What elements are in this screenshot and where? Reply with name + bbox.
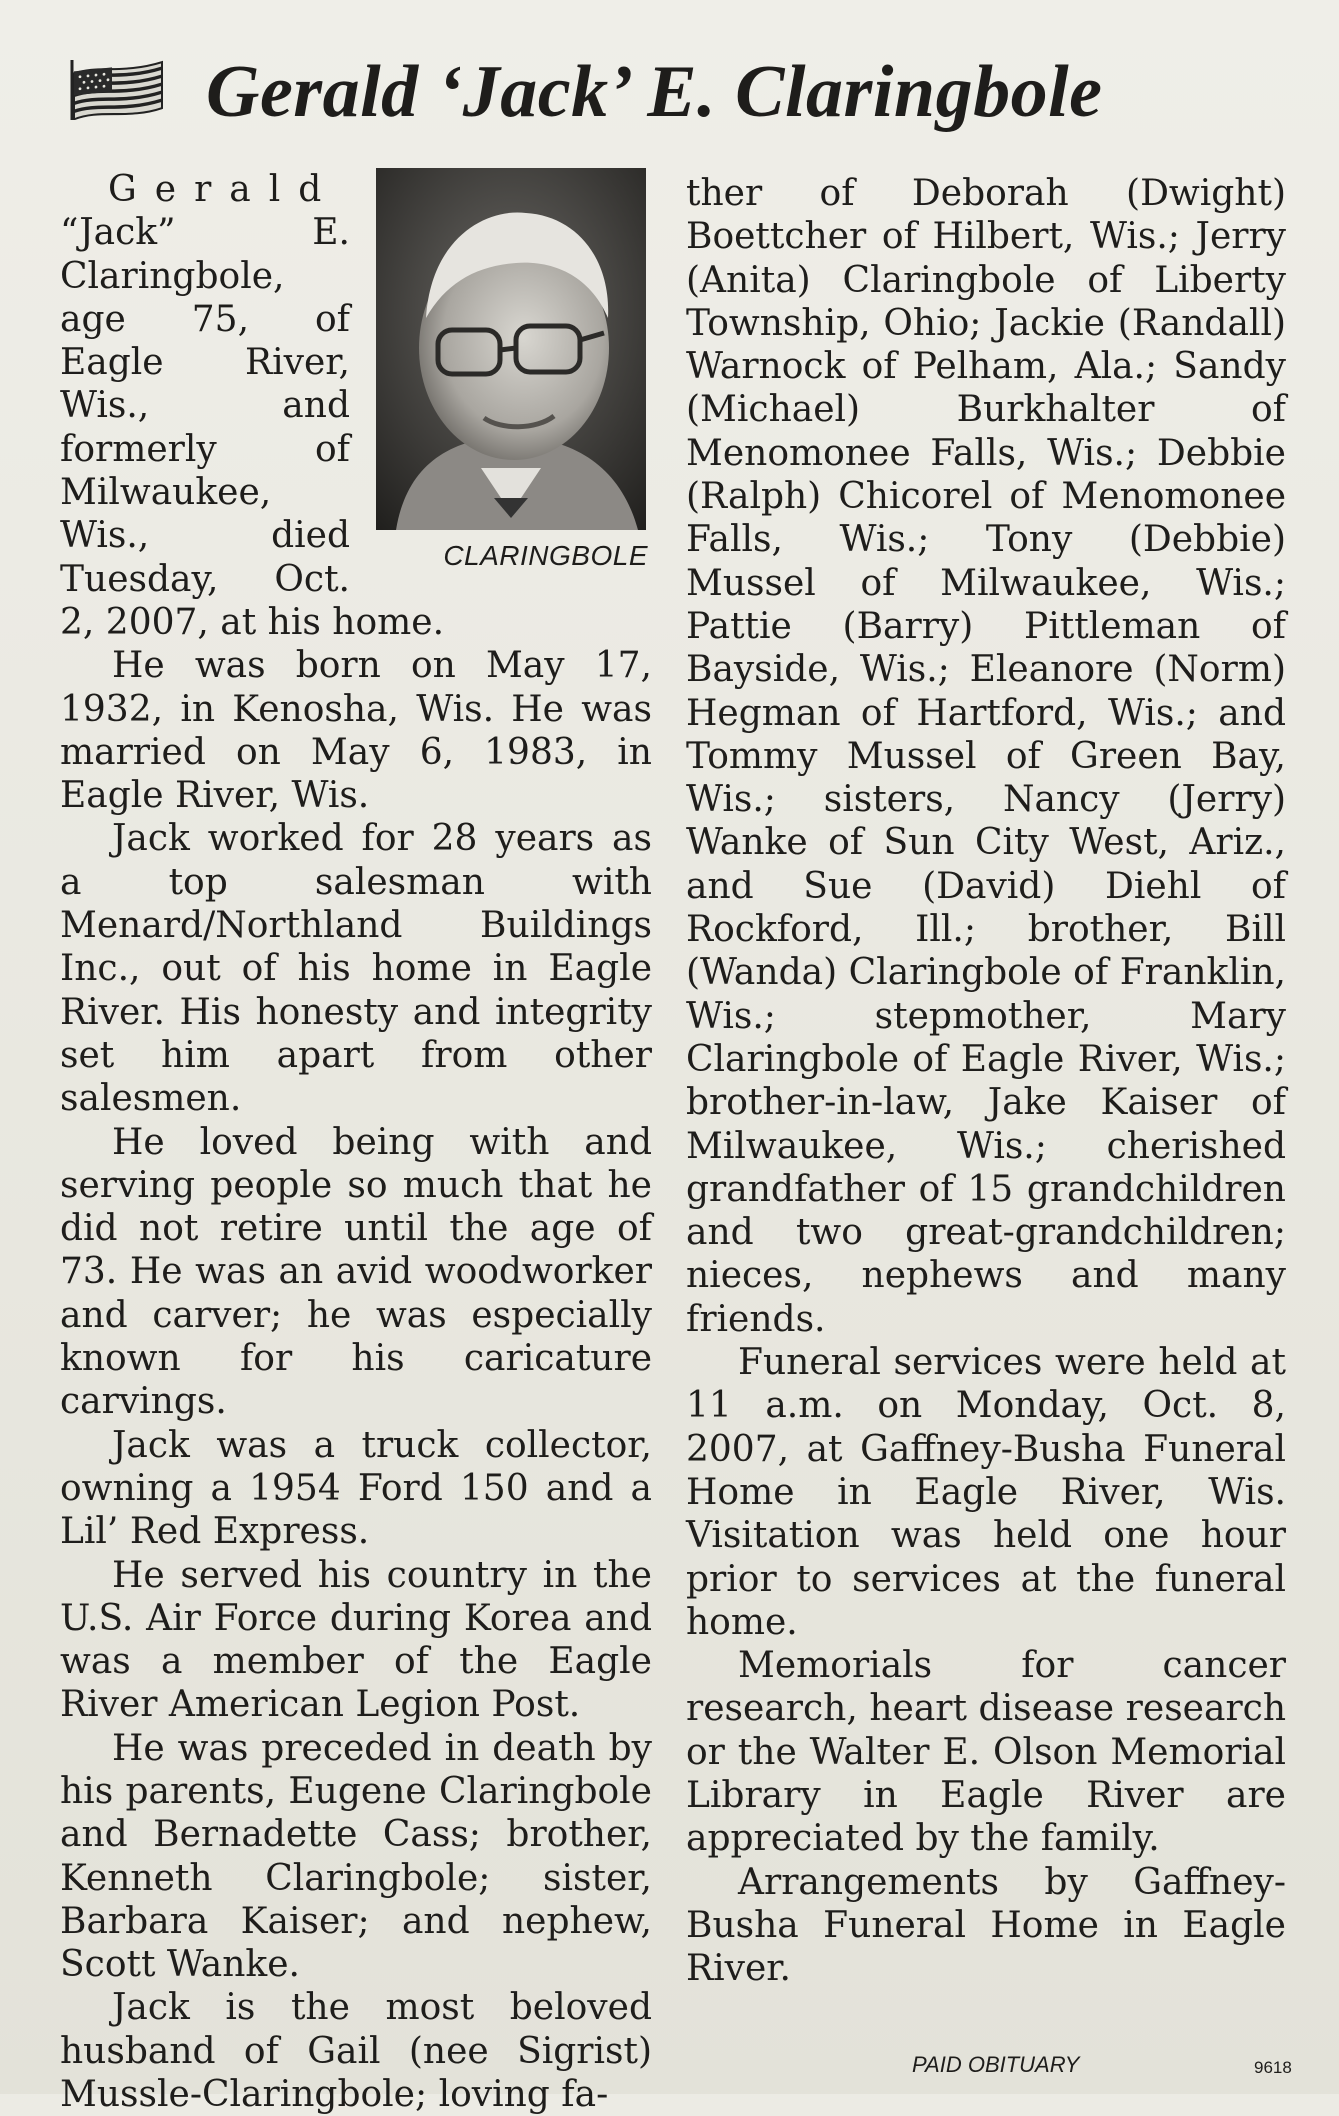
flag-icon xyxy=(68,58,168,120)
paragraph-survivors-cont: ther of Deborah (Dwight) Boettcher of Hilbert, Wis.; Jerry (Anita) Claringbole of Liberty Township, Ohio; Jackie (Randall) Warnock of Pelham, Ala.; Sandy (Michael) Burkhalter of Menomonee Falls, Wis.; Debbie (Ralph) Chicorel of Menomonee Falls, Wis.; Tony (Debbie) Mussel of Milwaukee, Wis.; Pattie (Barry) Pittleman of Bayside, Wis.; Eleanore (Norm) Hegman of Hartford, Wis.; and Tommy Mussel of Green Bay, Wis.; sisters, Nancy (Jerry) Wanke of Sun City West, Ariz., and Sue (David) Diehl of Rockford, Ill.; brother, Bill (Wanda) Claringbole of Franklin, Wis.; stepmother, Mary Claringbole of Eagle River, Wis.; brother-in-law, Jake Kaiser of Milwaukee, Wis.; cherished grandfather of 15 grandchildren and two great-grandchildren; nieces, nephews and many friends. xyxy=(686,173,1286,1340)
paid-obituary-label: PAID OBITUARY xyxy=(912,2052,1080,2077)
paragraph-preceded: He was preceded in death by his parents, Eugene Claringbole and Bernadette Cass; brother, Kenneth Claringbole; sister, Barbara Kaiser; and nephew, Scott Wanke. xyxy=(60,1727,652,1986)
paragraph-funeral: Funeral services were held at 11 a.m. on Monday, Oct. 8, 2007, at Gaffney-Busha Funeral Home in Eagle River, Wis. Visitation was held one hour prior to services at the funeral home. xyxy=(686,1342,1286,1643)
lead-first-word: Gerald xyxy=(108,169,340,210)
paragraph-hobbies: He loved being with and serving people so much that he did not retire until the age of 73. He was an avid woodworker and carver; he was especially known for his caricature carvings. xyxy=(60,1121,652,1423)
paragraph-service: He served his country in the U.S. Air Force during Korea and was a member of the Eagle River American Legion Post. xyxy=(60,1554,652,1726)
portrait-block xyxy=(362,168,652,577)
paragraph-trucks: Jack was a truck collector, owning a 1954 Ford 150 and a Lil’ Red Express. xyxy=(60,1424,652,1553)
headline xyxy=(68,50,1308,150)
paragraph-survivors-start: Jack is the most beloved husband of Gail (nee Sigrist) Mussle-Claringbole; loving fa- xyxy=(60,1987,652,2116)
paragraph-arrangements: Arrangements by Gaffney-Busha Funeral Home in Eagle River. xyxy=(686,1861,1286,1990)
paragraph-memorials: Memorials for cancer research, heart disease research or the Walter E. Olson Memorial Library in Eagle River are appreciated by the family. xyxy=(686,1645,1286,1860)
ad-code: 9618 xyxy=(1254,2058,1292,2077)
right-column xyxy=(686,172,1286,1990)
obituary-title: Gerald ‘Jack’ E. Claringbole xyxy=(206,51,1103,133)
photo-caption: CLARINGBOLE xyxy=(443,540,648,571)
paragraph-birth: He was born on May 17, 1932, in Kenosha, Wis. He was married on May 6, 1983, in Eagle River, Wis. xyxy=(60,645,652,817)
left-column xyxy=(60,168,652,2116)
portrait-photo xyxy=(376,168,646,530)
paragraph-career: Jack worked for 28 years as a top salesman with Menard/Northland Buildings Inc., out of his home in Eagle River. His honesty and integrity set him apart from other salesmen. xyxy=(60,818,652,1120)
lead-text: “Jack” E. Claringbole, age 75, of Eagle River, Wis., and formerly of Milwaukee, Wis., died Tuesday, Oct. 2, 2007, at his home. xyxy=(60,212,445,643)
